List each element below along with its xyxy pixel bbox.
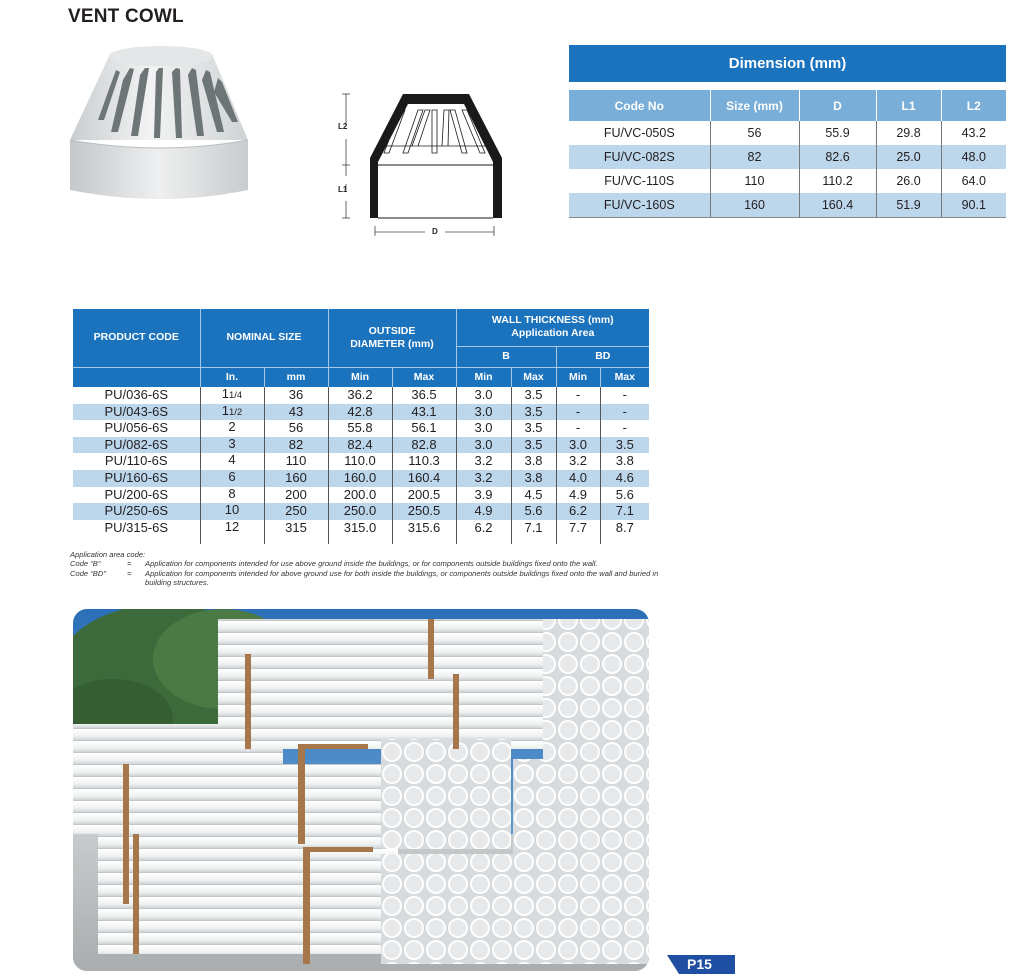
- cell-in: [200, 404, 264, 421]
- cell-l2: 90.1: [941, 193, 1006, 217]
- inch-fraction: 1/2: [229, 406, 243, 418]
- header-bd: BD: [556, 346, 649, 367]
- header-in: In.: [200, 367, 264, 387]
- cell-bd-min: 6.2: [556, 503, 600, 520]
- cell-od-min: 36.2: [328, 387, 392, 404]
- header-nominal-size: NOMINAL SIZE: [200, 309, 328, 367]
- cell-in: [200, 470, 264, 487]
- header-product-code: PRODUCT CODE: [73, 309, 200, 367]
- note-text: Application for components intended for above ground use for both inside the buildings, or components outside buildings fixed onto the wall and buried in building structures.: [145, 568, 659, 587]
- cell-l2: 64.0: [941, 169, 1006, 193]
- cell-od-min: 82.4: [328, 437, 392, 454]
- cell-bd-max: -: [600, 387, 649, 404]
- table-row: [73, 470, 649, 487]
- cell-od-min: 250.0: [328, 503, 392, 520]
- dimension-table-header: [569, 90, 1006, 121]
- cell-mm: 160: [264, 470, 328, 487]
- od-line2: DIAMETER (mm): [350, 337, 434, 350]
- cell-b-min: 3.0: [456, 404, 511, 421]
- cell-in: [200, 487, 264, 504]
- header-b: B: [456, 346, 556, 367]
- cell-l1: 26.0: [876, 169, 941, 193]
- cell-code: FU/VC-050S: [603, 126, 675, 140]
- empty-cell: [73, 536, 200, 544]
- cell-mm: 110: [264, 453, 328, 470]
- cell-b-max: 3.5: [511, 437, 556, 454]
- cell-bd-min: 4.0: [556, 470, 600, 487]
- header-bd-max: Max: [600, 367, 649, 387]
- col-l2: L2: [941, 90, 1006, 121]
- table-row: [73, 520, 649, 537]
- pvc-pipes-photo: [73, 609, 649, 971]
- col-size: Size (mm): [710, 90, 799, 121]
- cell-bd-max: 7.1: [600, 503, 649, 520]
- cell-b-max: 3.8: [511, 470, 556, 487]
- cell-od-min: 160.0: [328, 470, 392, 487]
- table-row: [569, 145, 1006, 169]
- note-code: Code “B”: [70, 559, 101, 569]
- notes-heading: Application area code:: [70, 550, 146, 559]
- cell-code: PU/160-6S: [73, 470, 200, 487]
- cell-in: [200, 437, 264, 454]
- cell-od-max: 160.4: [392, 470, 456, 487]
- cell-od-min: 110.0: [328, 453, 392, 470]
- col-l1: L1: [876, 90, 941, 121]
- header-mm: mm: [264, 367, 328, 387]
- pipe-spec-table: [73, 309, 649, 544]
- note-item-b: [70, 559, 660, 568]
- col-d: D: [799, 90, 876, 121]
- table-row: [73, 437, 649, 454]
- inch-whole: 1: [221, 386, 229, 401]
- header-od-min: Min: [328, 367, 392, 387]
- cell-l2: 43.2: [941, 121, 1006, 145]
- header-od-max: Max: [392, 367, 456, 387]
- cell-b-min: 6.2: [456, 520, 511, 537]
- inch-whole: 8: [228, 485, 236, 501]
- cell-od-min: 42.8: [328, 404, 392, 421]
- cell-b-min: 3.0: [456, 437, 511, 454]
- cell-code: PU/056-6S: [104, 420, 169, 436]
- cell-od-min: 200.0: [328, 487, 392, 504]
- cell-od-max: 82.8: [392, 437, 456, 454]
- cell-b-max: 4.5: [511, 487, 556, 504]
- table-row: [73, 404, 649, 421]
- cell-b-max: 7.1: [511, 520, 556, 537]
- inch-whole: 10: [224, 502, 240, 518]
- cell-mm: 43: [264, 404, 328, 421]
- page-title: VENT COWL: [68, 6, 184, 27]
- label-l2: L2: [338, 122, 348, 131]
- cell-b-max: 3.5: [511, 420, 556, 437]
- note-eq: =: [127, 568, 132, 578]
- empty-cell: [456, 536, 511, 544]
- cell-d: 55.9: [799, 121, 876, 145]
- cell-bd-max: 3.8: [600, 453, 649, 470]
- cell-od-min: 55.8: [328, 420, 392, 437]
- table-row: [73, 453, 649, 470]
- note-eq: =: [127, 559, 132, 569]
- note-text: Application for components intended for use above ground inside the buildings, or for components outside buildings fixed onto the wall.: [145, 559, 598, 569]
- page-number: P15: [687, 956, 712, 972]
- header-blank: [73, 367, 200, 387]
- empty-cell: [328, 536, 392, 544]
- application-notes: [70, 550, 660, 587]
- dimension-table-title: Dimension (mm): [569, 45, 1006, 82]
- cell-code: PU/043-6S: [73, 404, 200, 421]
- col-code-no: Code No: [569, 90, 710, 121]
- cell-b-min: 3.0: [456, 420, 511, 437]
- inch-whole: 1: [221, 402, 229, 418]
- cell-bd-min: 7.7: [556, 520, 600, 537]
- cell-code: PU/036-6S: [104, 387, 169, 402]
- cell-bd-max: -: [600, 420, 649, 437]
- header-bd-min: Min: [556, 367, 600, 387]
- cell-od-max: 200.5: [392, 487, 456, 504]
- table-row: [569, 169, 1006, 193]
- inch-whole: 6: [228, 468, 236, 484]
- cell-b-min: 3.2: [456, 470, 511, 487]
- cell-bd-min: 3.0: [556, 437, 600, 454]
- cell-size: 160: [710, 193, 799, 217]
- cell-mm: 36: [264, 387, 328, 404]
- label-l1: L1: [338, 185, 348, 194]
- cell-b-min: 3.0: [456, 387, 511, 404]
- table-row: [569, 121, 1006, 145]
- cell-in: [200, 453, 264, 470]
- table-row: [73, 420, 649, 437]
- header-wall-thickness: [456, 309, 649, 346]
- cell-bd-min: -: [556, 420, 600, 437]
- inch-fraction: 1/4: [229, 390, 243, 401]
- cell-od-max: 315.6: [392, 520, 456, 537]
- cell-code: PU/200-6S: [104, 486, 169, 502]
- cell-bd-min: -: [556, 387, 600, 404]
- cell-code: PU/082-6S: [73, 437, 200, 454]
- cell-mm: 56: [264, 420, 328, 437]
- empty-cell: [200, 536, 264, 544]
- header-b-max: Max: [511, 367, 556, 387]
- table-row: [73, 387, 649, 404]
- cell-bd-min: -: [556, 404, 600, 421]
- cell-b-max: 3.5: [511, 404, 556, 421]
- empty-cell: [511, 536, 556, 544]
- table-padding-row: [73, 536, 649, 544]
- cell-size: 56: [710, 121, 799, 145]
- cell-d: 110.2: [799, 169, 876, 193]
- cell-bd-max: 5.6: [600, 487, 649, 504]
- cell-b-min: 3.2: [456, 453, 511, 470]
- cell-bd-max: 4.6: [600, 470, 649, 487]
- inch-whole: 2: [228, 419, 236, 435]
- cell-od-max: 43.1: [392, 404, 456, 421]
- dimension-table: [569, 45, 1006, 218]
- table-row: [73, 503, 649, 520]
- table-row: [569, 193, 1006, 217]
- cell-bd-max: -: [600, 404, 649, 421]
- cell-d: 82.6: [799, 145, 876, 169]
- cell-code: FU/VC-082S: [569, 145, 710, 169]
- header-b-min: Min: [456, 367, 511, 387]
- cell-od-max: 250.5: [392, 503, 456, 520]
- cell-b-max: 5.6: [511, 503, 556, 520]
- cell-code: FU/VC-160S: [569, 193, 710, 217]
- cell-b-min: 4.9: [456, 503, 511, 520]
- cell-od-max: 56.1: [392, 420, 456, 437]
- cell-code: FU/VC-110S: [604, 174, 675, 188]
- inch-whole: 4: [228, 452, 236, 468]
- cell-bd-max: 8.7: [600, 520, 649, 537]
- cell-b-max: 3.5: [511, 387, 556, 404]
- cell-bd-min: 3.2: [556, 453, 600, 470]
- cell-d: 160.4: [799, 193, 876, 217]
- cell-od-min: 315.0: [328, 520, 392, 537]
- cell-code: PU/315-6S: [104, 519, 169, 535]
- cell-od-max: 36.5: [392, 387, 456, 404]
- empty-cell: [264, 536, 328, 544]
- table-row: [73, 487, 649, 504]
- cell-in: [200, 387, 264, 404]
- cell-od-max: 110.3: [392, 453, 456, 470]
- cell-size: 110: [710, 169, 799, 193]
- cell-in: [200, 420, 264, 437]
- cell-b-min: 3.9: [456, 487, 511, 504]
- empty-cell: [600, 536, 649, 544]
- cell-size: 82: [710, 145, 799, 169]
- cell-mm: 250: [264, 503, 328, 520]
- cell-l1: 25.0: [876, 145, 941, 169]
- empty-cell: [556, 536, 600, 544]
- cell-mm: 82: [264, 437, 328, 454]
- technical-drawing: [332, 86, 512, 246]
- cell-bd-min: 4.9: [556, 487, 600, 504]
- note-item-bd: [70, 569, 660, 588]
- empty-cell: [392, 536, 456, 544]
- header-outside-diameter: [328, 309, 456, 367]
- cell-code: PU/110-6S: [104, 453, 168, 469]
- cell-bd-max: 3.5: [600, 437, 649, 454]
- vent-cowl-product-image: [68, 40, 254, 220]
- cell-in: [200, 503, 264, 520]
- page-number-badge: [667, 955, 735, 974]
- cell-mm: 315: [264, 520, 328, 537]
- cell-l2: 48.0: [941, 145, 1006, 169]
- od-line1: OUTSIDE: [368, 324, 416, 337]
- inch-whole: 12: [224, 518, 240, 534]
- cell-l1: 51.9: [876, 193, 941, 217]
- cell-b-max: 3.8: [511, 453, 556, 470]
- cell-mm: 200: [264, 487, 328, 504]
- wt-line1: WALL THICKNESS (mm): [491, 314, 614, 327]
- note-code: Code “BD”: [70, 568, 106, 578]
- inch-whole: 3: [228, 435, 236, 451]
- cell-in: [200, 520, 264, 537]
- cell-code: PU/250-6S: [73, 503, 200, 520]
- cell-l1: 29.8: [876, 121, 941, 145]
- label-d: D: [432, 227, 438, 236]
- wt-line2: Application Area: [511, 327, 595, 340]
